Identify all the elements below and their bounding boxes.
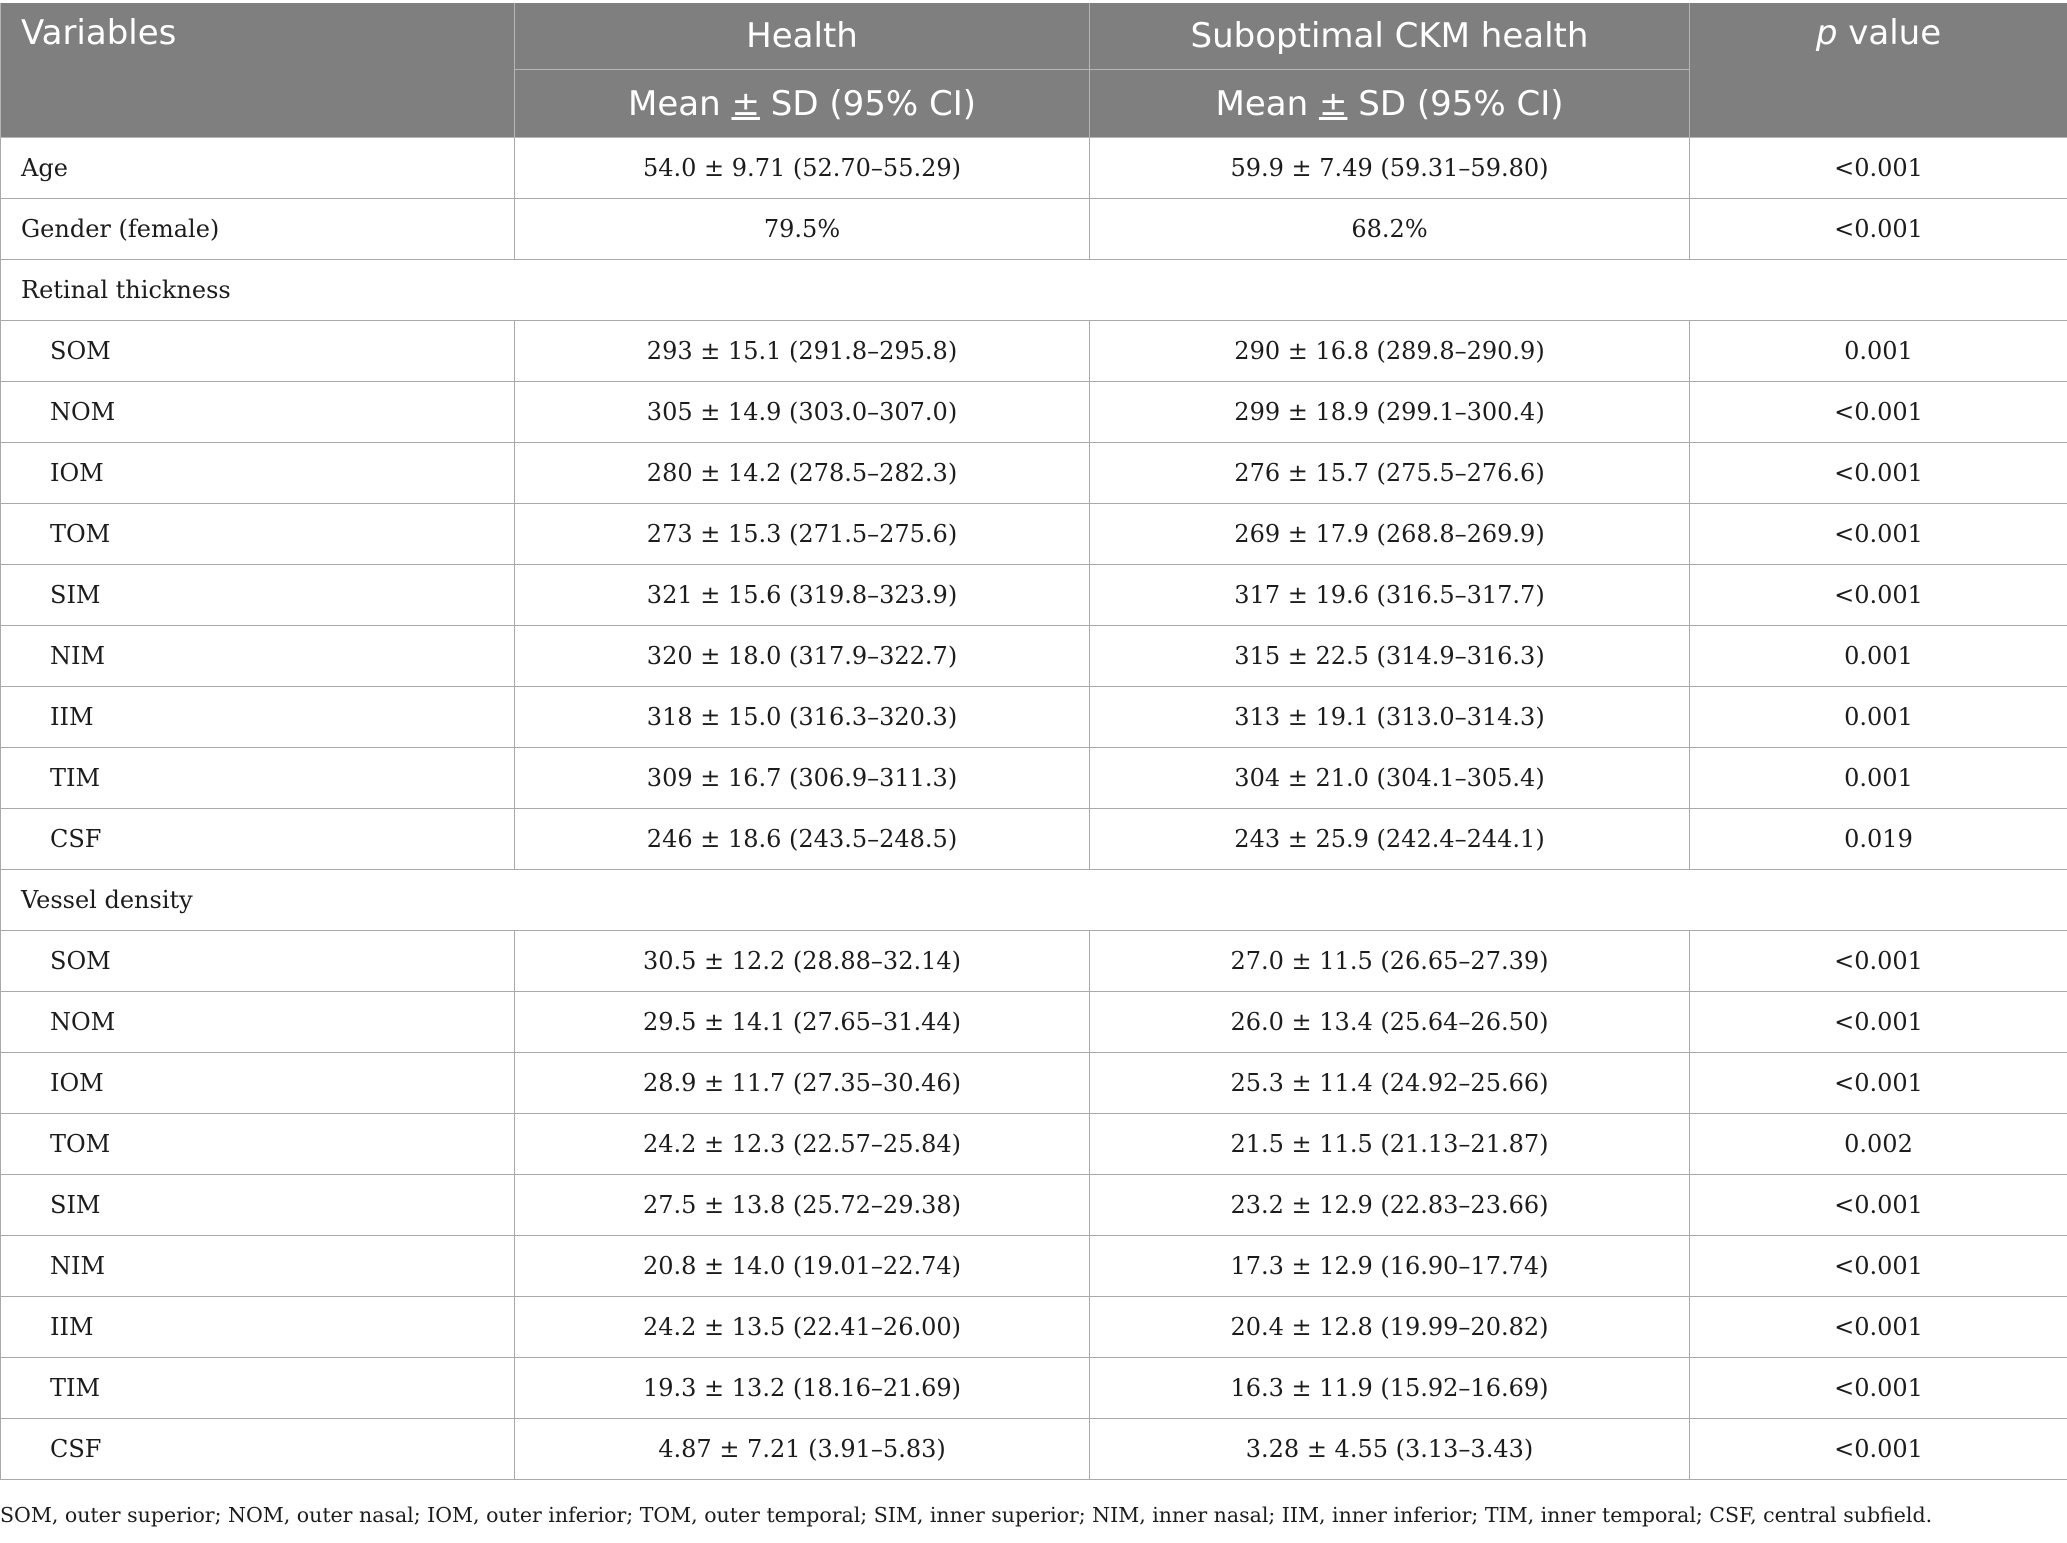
cell-health: 24.2 ± 12.3 (22.57–25.84) [515,1114,1090,1175]
cell-suboptimal: 27.0 ± 11.5 (26.65–27.39) [1090,931,1690,992]
table-row [1,1297,2067,1358]
table-row [1,809,2067,870]
table-row [1,748,2067,809]
table-row [1,1175,2067,1236]
cell-p-value: 0.001 [1690,748,2067,809]
cell-suboptimal: 25.3 ± 11.4 (24.92–25.66) [1090,1053,1690,1114]
cell-suboptimal: 243 ± 25.9 (242.4–244.1) [1090,809,1690,870]
cell-p-value: <0.001 [1690,199,2067,260]
cell-health: 27.5 ± 13.8 (25.72–29.38) [515,1175,1090,1236]
table-row [1,565,2067,626]
table-header [1,3,2067,138]
cell-suboptimal: 299 ± 18.9 (299.1–300.4) [1090,382,1690,443]
cell-p-value: <0.001 [1690,992,2067,1053]
cell-p-value: 0.001 [1690,626,2067,687]
table-row [1,443,2067,504]
table-row [1,382,2067,443]
row-label: Gender (female) [1,199,515,260]
table-row [1,626,2067,687]
cell-p-value: <0.001 [1690,1236,2067,1297]
row-label: NOM [1,992,515,1053]
header-health: Health [515,3,1090,70]
section-title: Retinal thickness [1,260,2067,321]
table-row [1,931,2067,992]
cell-p-value: <0.001 [1690,1358,2067,1419]
row-label: Age [1,138,515,199]
table-row [1,321,2067,382]
cell-suboptimal: 17.3 ± 12.9 (16.90–17.74) [1090,1236,1690,1297]
row-label: TOM [1,504,515,565]
cell-p-value: <0.001 [1690,382,2067,443]
cell-p-value: <0.001 [1690,138,2067,199]
table-row [1,199,2067,260]
header-p-value [1690,3,2067,138]
cell-suboptimal: 16.3 ± 11.9 (15.92–16.69) [1090,1358,1690,1419]
cell-health: 54.0 ± 9.71 (52.70–55.29) [515,138,1090,199]
table-row [1,1236,2067,1297]
section-row [1,870,2067,931]
cell-health: 305 ± 14.9 (303.0–307.0) [515,382,1090,443]
subheader-suboptimal-sd: SD (95% CI) [1347,83,1564,124]
cell-health: 309 ± 16.7 (306.9–311.3) [515,748,1090,809]
cell-health: 320 ± 18.0 (317.9–322.7) [515,626,1090,687]
cell-p-value: 0.001 [1690,687,2067,748]
cell-suboptimal: 23.2 ± 12.9 (22.83–23.66) [1090,1175,1690,1236]
comparison-table [0,3,2067,1480]
subheader-suboptimal [1090,70,1690,138]
row-label: SOM [1,931,515,992]
cell-p-value: <0.001 [1690,1053,2067,1114]
cell-health: 280 ± 14.2 (278.5–282.3) [515,443,1090,504]
cell-p-value: 0.019 [1690,809,2067,870]
row-label: IIM [1,687,515,748]
table-row [1,687,2067,748]
row-label: SIM [1,565,515,626]
row-label: CSF [1,809,515,870]
subheader-health-sd: SD (95% CI) [759,83,976,124]
cell-suboptimal: 26.0 ± 13.4 (25.64–26.50) [1090,992,1690,1053]
cell-suboptimal: 290 ± 16.8 (289.8–290.9) [1090,321,1690,382]
row-label: NOM [1,382,515,443]
cell-p-value: <0.001 [1690,1175,2067,1236]
row-label: IOM [1,443,515,504]
row-label: TOM [1,1114,515,1175]
cell-health: 273 ± 15.3 (271.5–275.6) [515,504,1090,565]
cell-suboptimal: 59.9 ± 7.49 (59.31–59.80) [1090,138,1690,199]
subheader-health [515,70,1090,138]
row-label: SOM [1,321,515,382]
cell-health: 318 ± 15.0 (316.3–320.3) [515,687,1090,748]
subheader-suboptimal-pm: ± [1318,83,1348,124]
section-title: Vessel density [1,870,2067,931]
cell-suboptimal: 313 ± 19.1 (313.0–314.3) [1090,687,1690,748]
cell-suboptimal: 3.28 ± 4.55 (3.13–3.43) [1090,1419,1690,1480]
row-label: TIM [1,748,515,809]
subheader-health-pm: ± [731,83,760,124]
cell-p-value: <0.001 [1690,504,2067,565]
header-p-rest: value [1837,13,1942,53]
cell-p-value: <0.001 [1690,443,2067,504]
row-label: TIM [1,1358,515,1419]
cell-p-value: <0.001 [1690,1419,2067,1480]
section-row [1,260,2067,321]
row-label: IIM [1,1297,515,1358]
header-variables: Variables [1,3,515,138]
cell-suboptimal: 20.4 ± 12.8 (19.99–20.82) [1090,1297,1690,1358]
table-body [1,138,2067,1480]
cell-health: 79.5% [515,199,1090,260]
row-label: CSF [1,1419,515,1480]
cell-suboptimal: 269 ± 17.9 (268.8–269.9) [1090,504,1690,565]
cell-health: 29.5 ± 14.1 (27.65–31.44) [515,992,1090,1053]
row-label: NIM [1,626,515,687]
header-suboptimal: Suboptimal CKM health [1090,3,1690,70]
header-p-italic: p [1815,13,1838,53]
table-row [1,1419,2067,1480]
cell-health: 321 ± 15.6 (319.8–323.9) [515,565,1090,626]
cell-health: 30.5 ± 12.2 (28.88–32.14) [515,931,1090,992]
table-row [1,138,2067,199]
cell-suboptimal: 315 ± 22.5 (314.9–316.3) [1090,626,1690,687]
cell-p-value: 0.002 [1690,1114,2067,1175]
cell-suboptimal: 304 ± 21.0 (304.1–305.4) [1090,748,1690,809]
table-row [1,1053,2067,1114]
row-label: NIM [1,1236,515,1297]
row-label: IOM [1,1053,515,1114]
cell-health: 28.9 ± 11.7 (27.35–30.46) [515,1053,1090,1114]
table-row [1,1114,2067,1175]
cell-health: 4.87 ± 7.21 (3.91–5.83) [515,1419,1090,1480]
table-footnote: SOM, outer superior; NOM, outer nasal; IOM, outer inferior; TOM, outer temporal; SIM, inner superior; NIM, inner nasal; IIM, inner inferior; TIM, inner temporal; CSF, central subfield. [0,1503,1933,1527]
cell-p-value: <0.001 [1690,931,2067,992]
cell-health: 24.2 ± 13.5 (22.41–26.00) [515,1297,1090,1358]
subheader-suboptimal-mean: Mean [1215,83,1319,124]
cell-suboptimal: 21.5 ± 11.5 (21.13–21.87) [1090,1114,1690,1175]
cell-suboptimal: 317 ± 19.6 (316.5–317.7) [1090,565,1690,626]
cell-p-value: 0.001 [1690,321,2067,382]
cell-health: 19.3 ± 13.2 (18.16–21.69) [515,1358,1090,1419]
row-label: SIM [1,1175,515,1236]
table-row [1,504,2067,565]
subheader-health-mean: Mean [627,83,732,124]
cell-health: 246 ± 18.6 (243.5–248.5) [515,809,1090,870]
cell-p-value: <0.001 [1690,565,2067,626]
table-row [1,992,2067,1053]
cell-p-value: <0.001 [1690,1297,2067,1358]
cell-suboptimal: 276 ± 15.7 (275.5–276.6) [1090,443,1690,504]
table-row [1,1358,2067,1419]
cell-suboptimal: 68.2% [1090,199,1690,260]
cell-health: 293 ± 15.1 (291.8–295.8) [515,321,1090,382]
cell-health: 20.8 ± 14.0 (19.01–22.74) [515,1236,1090,1297]
